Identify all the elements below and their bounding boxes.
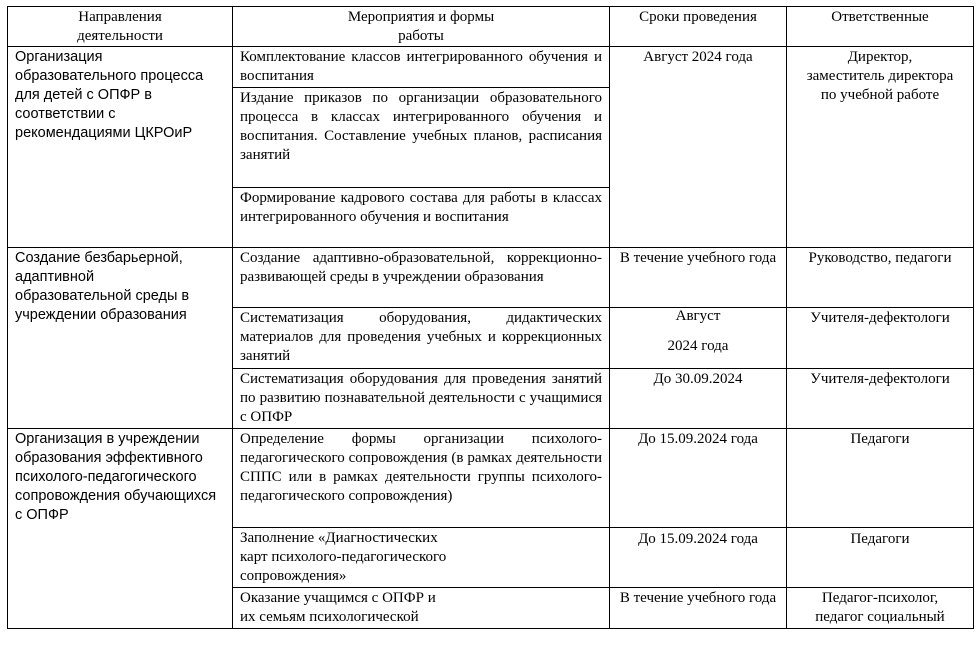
activity-cell: Формирование кадрового состава для работы в классах интегрированного обучения и воспитания: [233, 188, 610, 248]
direction-cell: Организация образовательного процесса для детей с ОПФР в соответствии с рекомендациями ЦКРОиР: [8, 47, 233, 248]
table-row: [8, 248, 974, 308]
responsible-cell: Педагоги: [787, 528, 974, 588]
date-cell: Август 2024 года: [610, 47, 787, 248]
header-dates: Сроки проведения: [610, 7, 787, 47]
responsible-cell: Директор, заместитель директора по учебной работе: [787, 47, 974, 248]
table-row: [8, 429, 974, 528]
header-row: [8, 7, 974, 47]
header-responsible: Ответственные: [787, 7, 974, 47]
responsible-cell: Учителя-дефектологи: [787, 308, 974, 369]
date-cell: До 15.09.2024 года: [610, 429, 787, 528]
activity-cell: Издание приказов по организации образовательного процесса в классах интегрированного обучения и воспитания. Составление учебных планов, расписания занятий: [233, 88, 610, 188]
activity-cell: Комплектование классов интегрированного обучения и воспитания: [233, 47, 610, 88]
date-cell: До 15.09.2024 года: [610, 528, 787, 588]
activity-cell: Систематизация оборудования, дидактических материалов для проведения учебных и коррекционных занятий: [233, 308, 610, 369]
date-cell: В течение учебного года: [610, 588, 787, 629]
activity-cell: Оказание учащимся с ОПФР и их семьям психологической: [233, 588, 610, 629]
activity-cell: Систематизация оборудования для проведения занятий по развитию познавательной деятельности с учащимися с ОПФР: [233, 369, 610, 429]
plan-table: [7, 6, 974, 629]
date-cell: Август 2024 года: [610, 308, 787, 369]
activity-cell: Определение формы организации психолого-педагогического сопровождения (в рамках деятельности СППС или в рамках деятельности группы психолого-педагогического сопровождения): [233, 429, 610, 528]
responsible-cell: Педагог-психолог, педагог социальный: [787, 588, 974, 629]
direction-cell: Организация в учреждении образования эффективного психолого-педагогического сопровождения обучающихся с ОПФР: [8, 429, 233, 629]
date-cell: В течение учебного года: [610, 248, 787, 308]
activity-cell: Заполнение «Диагностических карт психолого-педагогического сопровождения»: [233, 528, 610, 588]
header-direction: Направления деятельности: [8, 7, 233, 47]
responsible-cell: Педагоги: [787, 429, 974, 528]
activity-cell: Создание адаптивно-образовательной, коррекционно-развивающей среды в учреждении образования: [233, 248, 610, 308]
header-activities: Мероприятия и формы работы: [233, 7, 610, 47]
direction-cell: Создание безбарьерной, адаптивной образовательной среды в учреждении образования: [8, 248, 233, 429]
responsible-cell: Руководство, педагоги: [787, 248, 974, 308]
table-row: [8, 47, 974, 88]
responsible-cell: Учителя-дефектологи: [787, 369, 974, 429]
date-cell: До 30.09.2024: [610, 369, 787, 429]
